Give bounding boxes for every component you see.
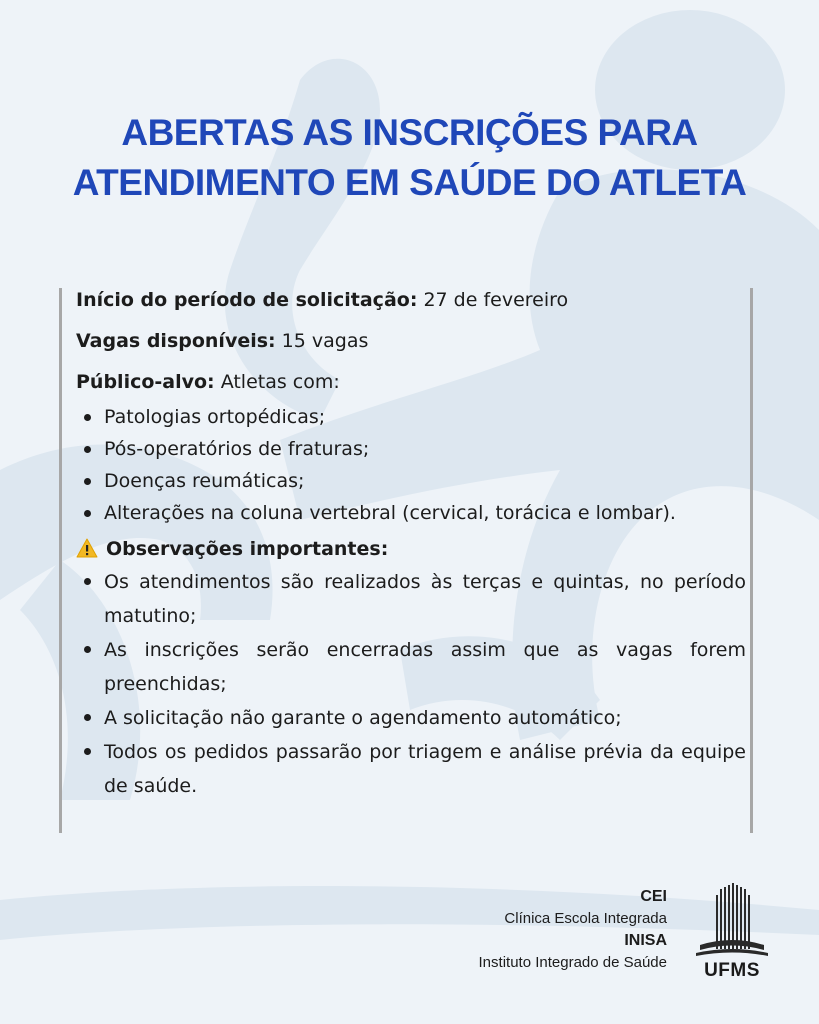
publico-list <box>76 401 746 529</box>
footer-institution <box>479 886 667 974</box>
observacoes-section <box>76 533 746 803</box>
inicio-label: Início do período de solicitação: <box>76 289 418 311</box>
observacoes-heading <box>76 533 746 565</box>
publico-row <box>76 368 746 397</box>
list-item: A solicitação não garante o agendamento automático; <box>76 701 746 735</box>
list-item: As inscrições serão encerradas assim que as vagas forem preenchidas; <box>76 633 746 701</box>
vagas-row <box>76 327 746 356</box>
title-line-2: ATENDIMENTO EM SAÚDE DO ATLETA <box>72 162 747 203</box>
warning-icon <box>76 538 98 558</box>
page-title <box>0 108 819 208</box>
vagas-label: Vagas disponíveis: <box>76 330 276 352</box>
list-item: Alterações na coluna vertebral (cervical, torácica e lombar). <box>76 497 746 529</box>
list-item: Todos os pedidos passarão por triagem e análise prévia da equipe de saúde. <box>76 735 746 803</box>
list-item: Os atendimentos são realizados às terças e quintas, no período matutino; <box>76 565 746 633</box>
ufms-logo-text: UFMS <box>704 960 760 981</box>
publico-label: Público-alvo: <box>76 371 215 393</box>
inicio-value: 27 de fevereiro <box>417 289 569 311</box>
observacoes-list <box>76 565 746 803</box>
list-item: Pós-operatórios de fraturas; <box>76 433 746 465</box>
left-divider <box>59 288 62 833</box>
inicio-row <box>76 286 746 315</box>
info-panel <box>76 286 746 803</box>
list-item: Patologias ortopédicas; <box>76 401 746 433</box>
inisa-label: INISA <box>624 932 667 949</box>
right-divider <box>750 288 753 833</box>
observacoes-heading-text: Observações importantes: <box>106 538 389 560</box>
cei-full-name: Clínica Escola Integrada <box>504 910 667 927</box>
vagas-value: 15 vagas <box>275 330 369 352</box>
list-item: Doenças reumáticas; <box>76 465 746 497</box>
publico-value: Atletas com: <box>214 371 340 393</box>
inisa-full-name: Instituto Integrado de Saúde <box>478 954 667 971</box>
cei-label: CEI <box>640 888 667 905</box>
title-line-1: ABERTAS AS INSCRIÇÕES PARA <box>121 112 698 153</box>
